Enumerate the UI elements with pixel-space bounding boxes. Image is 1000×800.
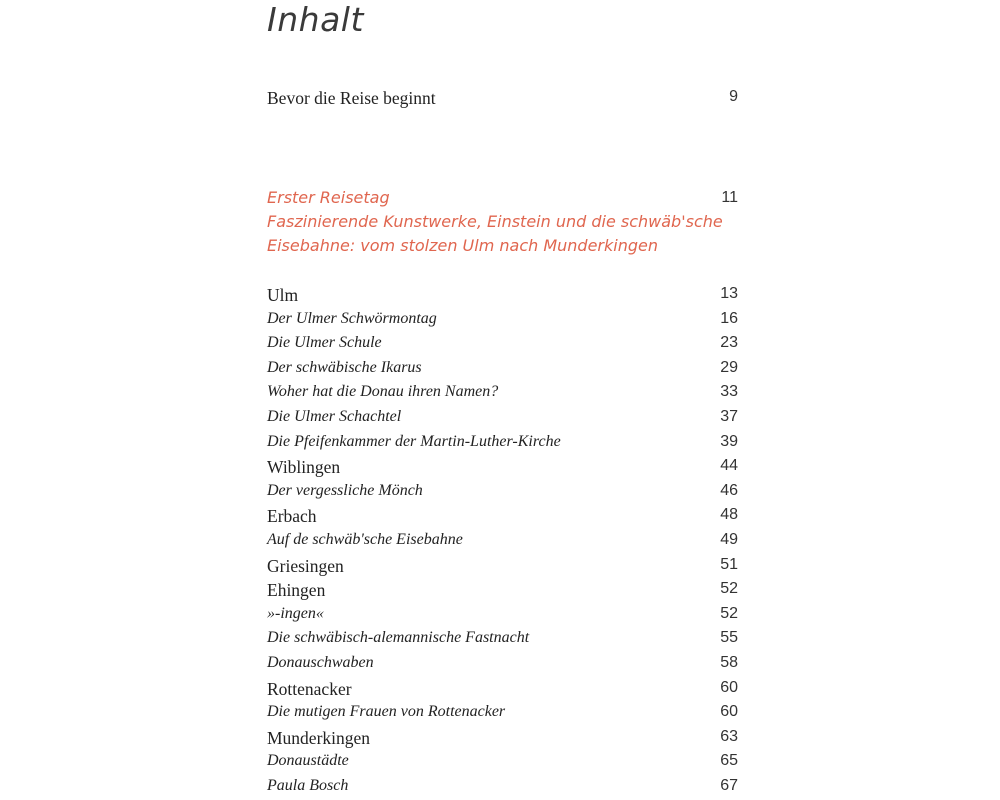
toc-entry-title: Der Ulmer Schwörmontag xyxy=(267,309,437,327)
toc-entry-page: 51 xyxy=(720,555,738,573)
toc-entry[interactable] xyxy=(267,285,738,309)
chapter-page: 11 xyxy=(721,189,738,206)
toc-entry-page: 52 xyxy=(720,580,738,598)
toc-entry[interactable] xyxy=(267,629,738,653)
toc-entry-title: Die schwäbisch-alemannische Fastnacht xyxy=(267,629,530,647)
toc-entry-page: 37 xyxy=(720,408,738,425)
toc-entry-page: 60 xyxy=(720,703,738,721)
toc-entry[interactable] xyxy=(267,777,738,800)
toc-entry-title: Rottenacker xyxy=(267,678,352,699)
toc-entry-page: 13 xyxy=(720,285,738,302)
toc-entry[interactable] xyxy=(267,556,738,580)
toc-entry[interactable] xyxy=(267,383,738,407)
toc-entry-title: Ulm xyxy=(267,285,299,305)
toc-entry-title: Donauschwaben xyxy=(267,654,374,671)
toc-entry-page: 44 xyxy=(720,457,738,475)
toc-entry-title: Der schwäbische Ikarus xyxy=(267,358,422,376)
toc-entry[interactable] xyxy=(267,580,738,604)
toc-entry[interactable] xyxy=(267,433,738,457)
toc-entry-title: Wiblingen xyxy=(267,457,341,478)
toc-entry-intro[interactable] xyxy=(267,88,738,112)
toc-entry[interactable] xyxy=(267,605,738,629)
toc-entry-title: Die Ulmer Schachtel xyxy=(267,408,402,425)
toc-entry-title: Paula Bosch xyxy=(267,777,349,794)
chapter-label: Erster Reisetag xyxy=(267,188,390,207)
toc-entry[interactable] xyxy=(267,359,738,383)
toc-entry-title: Bevor die Reise beginnt xyxy=(267,88,436,108)
toc-entry-title: Griesingen xyxy=(267,555,344,576)
chapter-subtitle-line-1: Faszinierende Kunstwerke, Einstein und die schwäb'sche xyxy=(267,212,723,231)
toc-heading: Inhalt xyxy=(267,0,364,39)
toc-entry-page: 49 xyxy=(720,531,738,548)
toc-entry[interactable] xyxy=(267,703,738,727)
toc-entry-page: 9 xyxy=(729,88,738,105)
toc-entry[interactable] xyxy=(267,654,738,678)
toc-entry-title: Donaustädte xyxy=(267,752,349,770)
toc-entry-title: Woher hat die Donau ihren Namen? xyxy=(267,383,499,401)
toc-entry[interactable] xyxy=(267,334,738,358)
toc-entry-page: 67 xyxy=(720,777,738,794)
toc-entry-title: Die mutigen Frauen von Rottenacker xyxy=(267,703,506,721)
toc-entry[interactable] xyxy=(267,310,738,334)
chapter-subtitle-line-2: Eisebahne: vom stolzen Ulm nach Munderkingen xyxy=(267,236,658,255)
toc-entry[interactable] xyxy=(267,506,738,530)
toc-entry-page: 65 xyxy=(720,752,738,770)
toc-entry-title: Auf de schwäb'sche Eisebahne xyxy=(267,531,463,548)
toc-entry[interactable] xyxy=(267,752,738,776)
toc-entry-title: Munderkingen xyxy=(267,727,371,748)
toc-entry[interactable] xyxy=(267,457,738,481)
toc-entry-title: Ehingen xyxy=(267,580,326,601)
chapter-heading[interactable] xyxy=(267,186,738,258)
toc-entry-page: 23 xyxy=(720,334,738,352)
toc-entry-title: Die Pfeifenkammer der Martin-Luther-Kirche xyxy=(267,432,561,450)
toc-entry-title: Der vergessliche Mönch xyxy=(267,481,423,499)
toc-entry-page: 48 xyxy=(720,506,738,524)
toc-entry-page: 39 xyxy=(720,432,738,450)
toc-entry[interactable] xyxy=(267,728,738,752)
toc-entry-title: Erbach xyxy=(267,506,317,527)
toc-entry-page: 58 xyxy=(720,654,738,671)
toc-entry-title: Die Ulmer Schule xyxy=(267,334,382,352)
toc-entry[interactable] xyxy=(267,679,738,703)
toc-entry[interactable] xyxy=(267,531,738,555)
toc-entry-page: 46 xyxy=(720,481,738,499)
toc-entry-page: 16 xyxy=(720,309,738,327)
toc-entry-page: 29 xyxy=(720,358,738,376)
toc-entry-page: 33 xyxy=(720,383,738,401)
toc-entry[interactable] xyxy=(267,408,738,432)
toc-entry[interactable] xyxy=(267,482,738,506)
toc-entry-page: 63 xyxy=(720,727,738,745)
toc-entry-page: 52 xyxy=(720,604,738,622)
toc-entry-page: 55 xyxy=(720,629,738,647)
toc-entry-title: »-ingen« xyxy=(267,604,324,622)
toc-entry-page: 60 xyxy=(720,678,738,696)
